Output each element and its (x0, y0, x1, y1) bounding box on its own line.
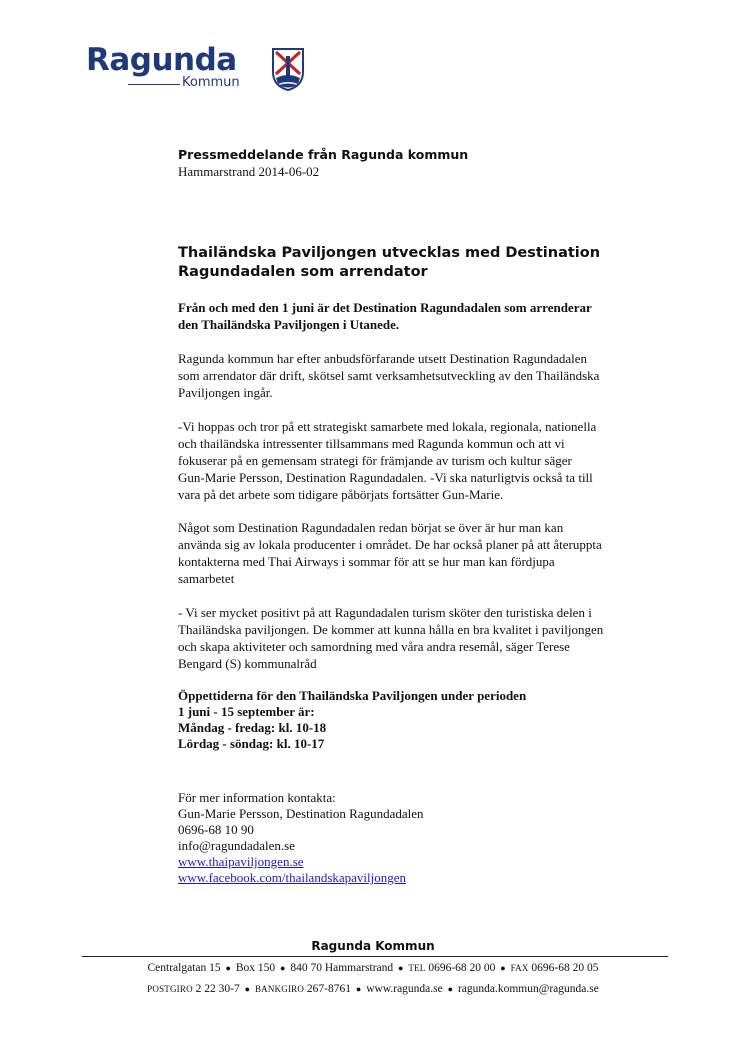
paragraph-line: Något som Destination Ragundadalen redan börjat se över är hur man kan (178, 520, 564, 535)
paragraph-3 (178, 519, 658, 587)
lead-line: den Thailändska Paviljongen i Utanede. (178, 317, 400, 332)
paragraph-line: Bengard (S) kommunalråd (178, 656, 317, 671)
footer-bankgiro: 267-8761 (306, 983, 352, 995)
contact-block (178, 790, 658, 886)
paragraph-line: Paviljongen ingår. (178, 385, 273, 400)
paragraph-line: Ragunda kommun har efter anbudsförfarande utsett Destination Ragundadalen (178, 351, 588, 366)
hours-line: Lördag - söndag: kl. 10-17 (178, 736, 325, 751)
logo-wordmark: Ragunda (86, 42, 237, 78)
paragraph-1 (178, 350, 658, 401)
footer-postal: 840 70 Hammarstrand (290, 962, 394, 974)
opening-hours (178, 688, 658, 752)
lead-line: Från och med den 1 juni är det Destination Ragundadalen som arrenderar (178, 300, 592, 315)
paragraph-line: Thailändska paviljongen. De kommer att kunna hålla en bra kvalitet i paviljongen (178, 622, 604, 637)
paragraph-line: fokuserar på en gemensam strategi för främjande av turism och kultur säger (178, 453, 572, 468)
lead-paragraph (178, 299, 658, 333)
hours-line: Öppettiderna för den Thailändska Paviljongen under perioden (178, 688, 527, 703)
paragraph-line: och thailändska intressenter tillsammans med Ragunda kommun och att vi (178, 436, 565, 451)
bullet-icon: ● (244, 984, 251, 994)
dateline: Hammarstrand 2014-06-02 (178, 164, 320, 179)
footer-tel-label: TEL (408, 963, 426, 973)
paragraph-4 (178, 604, 658, 672)
bullet-icon: ● (500, 963, 506, 973)
paragraph-line: vara på det arbete som tidigare påbörjats fortsätter Gun-Marie. (178, 487, 504, 502)
bullet-icon: ● (225, 963, 231, 973)
paragraph-2 (178, 418, 658, 503)
facebook-link[interactable]: www.facebook.com/thailandskapaviljongen (178, 870, 407, 885)
bullet-icon: ● (398, 963, 404, 973)
headline-line: Ragundadalen som arrendator (178, 264, 428, 280)
paragraph-line: - Vi ser mycket positivt på att Ragundadalen turism sköter den turistiska delen i (178, 605, 592, 620)
footer-postgiro: 2 22 30-7 (195, 983, 240, 995)
headline-line: Thailändska Paviljongen utvecklas med Destination (178, 245, 601, 261)
contact-person: Gun-Marie Persson, Destination Ragundadalen (178, 806, 424, 821)
bullet-icon: ● (355, 984, 362, 994)
footer-postgiro-label: POSTGIRO (147, 984, 193, 994)
paragraph-line: kontakterna med Thai Airways i sommar för att se hur man kan fördjupa (178, 554, 555, 569)
ragunda-crest-icon (270, 46, 306, 92)
paragraph-line: -Vi hoppas och tror på ett strategiskt samarbete med lokala, regionala, nationella (178, 419, 597, 434)
ragunda-logo (86, 42, 326, 102)
hours-line: Måndag - fredag: kl. 10-18 (178, 720, 327, 735)
paragraph-line: som arrendator där drift, skötsel samt verksamhetsutveckling av den Thailändska (178, 368, 600, 383)
footer-web: www.ragunda.se (366, 983, 443, 995)
headline (178, 244, 658, 282)
thaipaviljongen-link[interactable]: www.thaipaviljongen.se (178, 854, 304, 869)
footer-fax-label: FAX (510, 963, 529, 973)
footer-email: ragunda.kommun@ragunda.se (457, 983, 599, 995)
bullet-icon: ● (447, 984, 454, 994)
paragraph-line: använda sig av lokala producenter i området. De har också planer på att återuppta (178, 537, 602, 552)
paragraph-line: samarbetet (178, 571, 235, 586)
footer-box: Box 150 (235, 962, 276, 974)
paragraph-line: och skapa aktiviteter och samordning med våra andra resemål, säger Terese (178, 639, 570, 654)
logo-divider (128, 84, 180, 85)
hours-line: 1 juni - 15 september är: (178, 704, 315, 719)
paragraph-line: Gun-Marie Persson, Destination Ragundadalen. -Vi ska naturligtvis också ta till (178, 470, 593, 485)
contact-intro: För mer information kontakta: (178, 790, 336, 805)
contact-email: info@ragundadalen.se (178, 838, 296, 853)
footer-bankgiro-label: BANKGIRO (254, 984, 305, 994)
footer-giro-line (0, 983, 746, 995)
footer-fax: 0696-68 20 05 (531, 962, 599, 974)
footer-tel: 0696-68 20 00 (428, 962, 496, 974)
footer-divider (82, 956, 668, 957)
footer-address: Centralgatan 15 (147, 962, 221, 974)
press-release-label: Pressmeddelande från Ragunda kommun (178, 147, 469, 162)
footer-title: Ragunda Kommun (311, 939, 435, 953)
footer-address-line (0, 962, 746, 974)
contact-phone: 0696-68 10 90 (178, 822, 254, 837)
logo-subtitle: Kommun (182, 75, 240, 90)
bullet-icon: ● (280, 963, 286, 973)
